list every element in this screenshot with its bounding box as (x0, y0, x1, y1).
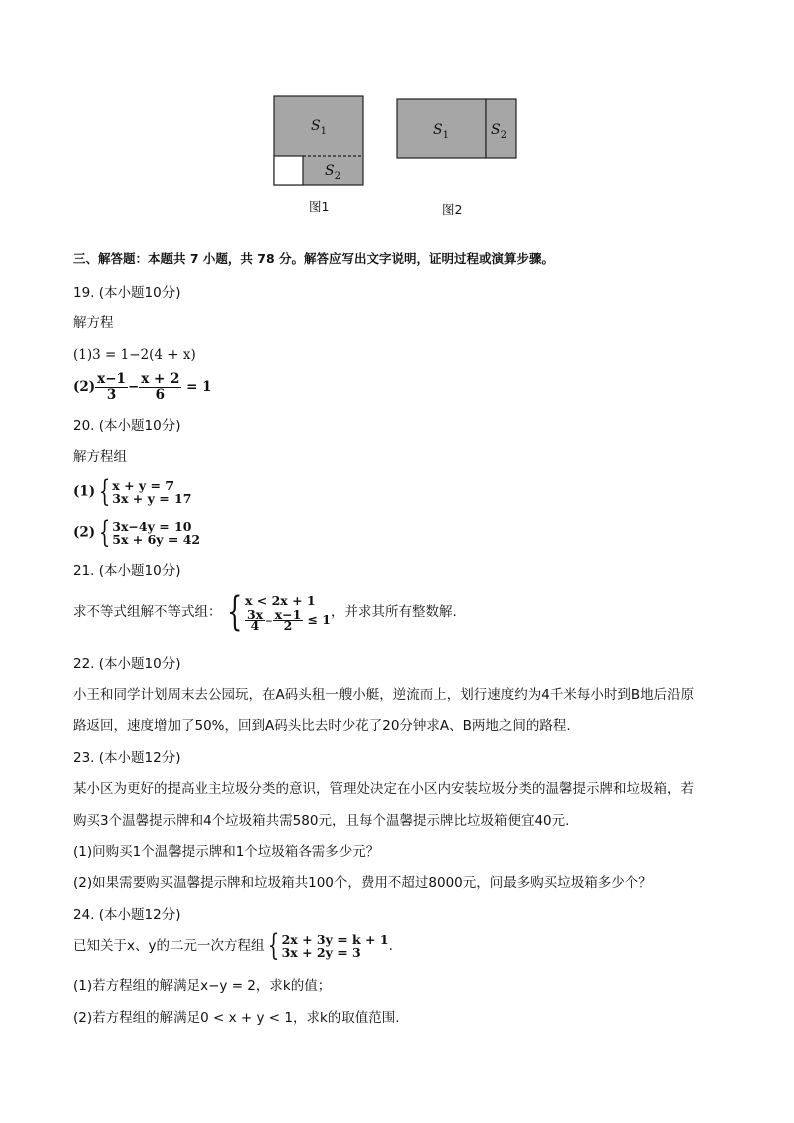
q24-part2: (2)若方程组的解满足0 < x + y < 1，求k的取值范围. (73, 1010, 400, 1026)
figure-2-s2-label: $S_2$ (491, 122, 507, 141)
q22-header: 22. (本小题10分) (73, 656, 181, 672)
q19-header: 19. (本小题10分) (73, 285, 181, 301)
q22-line-1: 小王和同学计划周末去公园玩，在A码头租一艘小艇，逆流而上，划行速度约为4千米每小时到B地后沿原 (73, 687, 695, 703)
q21-body: 求不等式组解不等式组： { x < 2x + 1 $\frac{3x}{4}$ − $\frac{x-1}{2}$ ≤ 1 ，并求其所有整数解. (73, 589, 457, 635)
q21-inequality-system: { x < 2x + 1 $\frac{3x}{4}$ − $\frac{x-1}{2}$ ≤ 1 (226, 589, 331, 635)
q24-part1: (1)若方程组的解满足x−y = 2，求k的值； (73, 978, 332, 994)
figure-2-caption: 图2 (442, 202, 463, 217)
q23-line-2: 购买3个温馨提示牌和4个垃圾箱共需580元，且每个温馨提示牌比垃圾箱便宜40元. (73, 813, 570, 829)
q19-part2: (2) $\frac{x-1}{3}$ − $\frac{x + 2}{6}$ = 1 (73, 371, 212, 403)
q24-equation-system: { 2x + 3y = k + 1 3x + 2y = 3 (268, 928, 389, 963)
q24-body: 已知关于x、y的二元一次方程组 { 2x + 3y = k + 1 3x + 2y = 3 . (73, 928, 393, 963)
figure-1-caption: 图1 (309, 199, 330, 214)
q22-line-2: 路返回，速度增加了50%，回到A码头比去时少花了20分钟求A、B两地之间的路程. (73, 718, 571, 734)
q19-fraction-1: $\frac{x-1}{3}$ (97, 371, 126, 403)
q20-system-2: { 3x−4y = 10 5x + 6y = 42 (98, 514, 201, 550)
q20-system-1: { x + y = 7 3x + y = 17 (98, 473, 192, 509)
q23-part1: (1)问购买1个温馨提示牌和1个垃圾箱各需多少元？ (73, 844, 380, 860)
q20-part1: (1) { x + y = 7 3x + y = 17 (73, 473, 192, 509)
q23-line-1: 某小区为更好的提高业主垃圾分类的意识，管理处决定在小区内安装垃圾分类的温馨提示牌和垃圾箱，若 (73, 781, 694, 797)
q20-intro: 解方程组 (73, 449, 127, 465)
q23-header: 23. (本小题12分) (73, 750, 181, 766)
q20-header: 20. (本小题10分) (73, 418, 181, 434)
q24-header: 24. (本小题12分) (73, 907, 181, 923)
figure-1-small-square (274, 156, 303, 185)
q19-part1: (1)3 = 1−2(4 + x) (73, 347, 196, 363)
figure-1-diagram (273, 95, 365, 187)
q23-part2: (2)如果需要购买温馨提示牌和垃圾箱共100个，费用不超过8000元，问最多购买垃圾箱多少个？ (73, 875, 652, 891)
figure-1-s1-label: $S_1$ (311, 118, 327, 137)
q20-part2: (2) { 3x−4y = 10 5x + 6y = 42 (73, 514, 201, 550)
section-heading: 三、解答题：本题共 7 小题，共 78 分。解答应写出文字说明，证明过程或演算步骤。 (73, 251, 555, 266)
figure-1-s2-label: $S_2$ (325, 163, 341, 182)
q19-fraction-2: $\frac{x + 2}{6}$ (141, 371, 180, 403)
q21-header: 21. (本小题10分) (73, 563, 181, 579)
figure-2-s1-label: $S_1$ (433, 122, 449, 141)
q19-intro: 解方程 (73, 315, 114, 331)
